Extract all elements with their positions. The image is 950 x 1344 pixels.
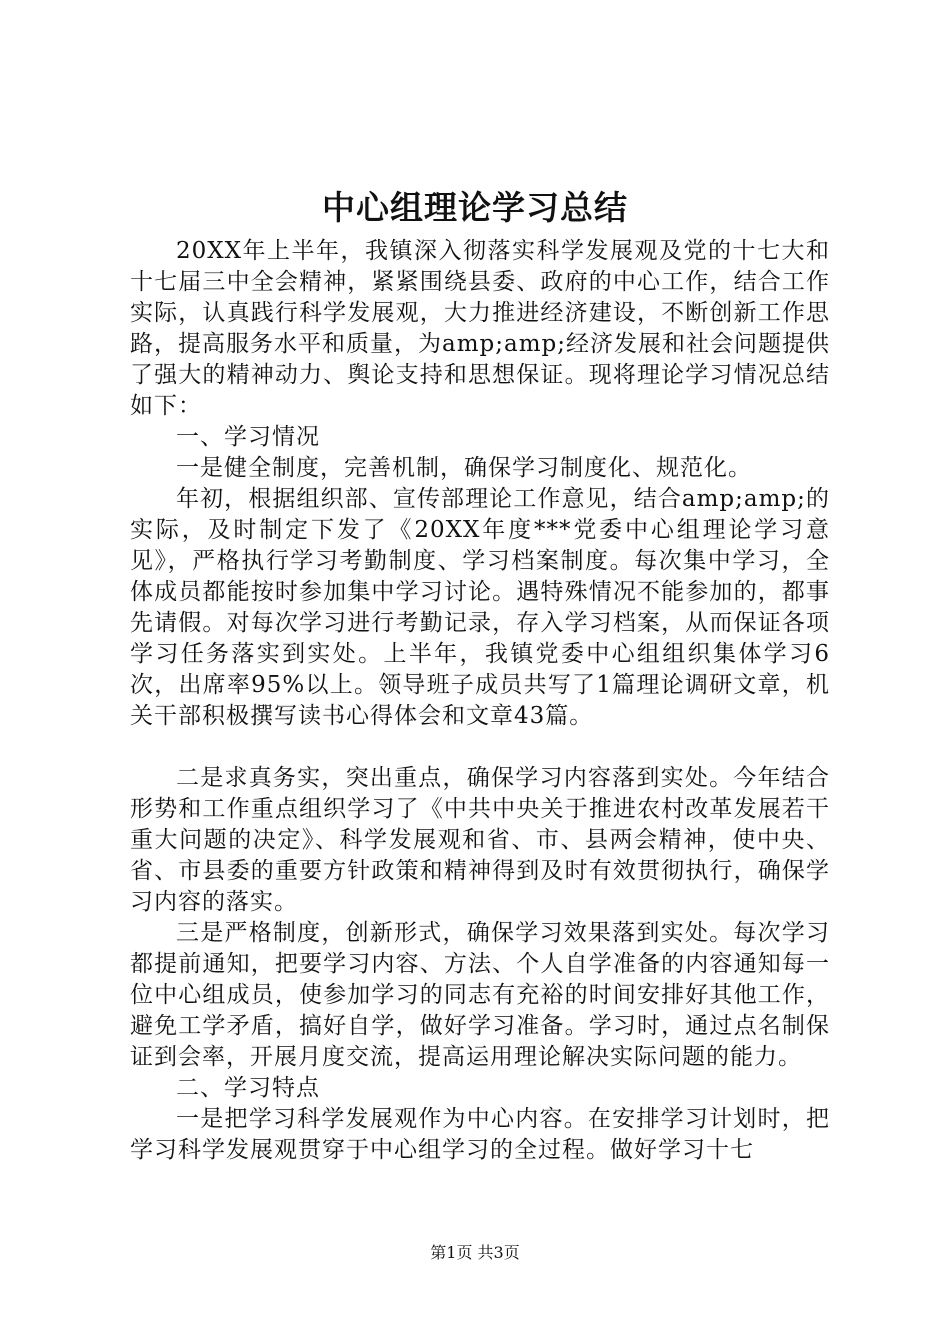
paragraph-point-two: 二是求真务实，突出重点，确保学习内容落到实处。今年结合形势和工作重点组织学习了《中共中央关于推进农村改革发展若干重大问题的决定》、科学发展观和省、市、县两会精神，使中央、省、市县委的重要方针政策和精神得到及时有效贯彻执行，确保学习内容的落实。 [130, 765, 830, 915]
page-number-footer: 第1页 共3页 [430, 1243, 520, 1262]
paragraph-spacer [130, 732, 830, 763]
paragraph-feature-one: 一是把学习科学发展观作为中心内容。在安排学习计划时，把学习科学发展观贯穿于中心组学习的全过程。做好学习十七 [130, 1106, 830, 1163]
section-heading-study-features: 二、学习特点 [176, 1075, 320, 1101]
paragraph-point-one: 一是健全制度，完善机制，确保学习制度化、规范化。 [176, 455, 752, 481]
section-heading-study-situation: 一、学习情况 [176, 424, 320, 450]
paragraph-early-year: 年初，根据组织部、宣传部理论工作意见，结合amp;amp;的实际，及时制定下发了《20XX年度***党委中心组理论学习意见》，严格执行学习考勤制度、学习档案制度。每次集中学习，全体成员都能按时参加集中学习讨论。遇特殊情况不能参加的，都事先请假。对每次学习进行考勤记录，存入学习档案，从而保证各项学习任务落实到实处。上半年，我镇党委中心组组织集体学习6次，出席率95%以上。领导班子成员共写了1篇理论调研文章，机关干部积极撰写读书心得体会和文章43篇。 [130, 486, 830, 729]
document-title: 中心组理论学习总结 [322, 188, 628, 227]
paragraph-point-three: 三是严格制度，创新形式，确保学习效果落到实处。每次学习都提前通知，把要学习内容、方法、个人自学准备的内容通知每一位中心组成员，使参加学习的同志有充裕的时间安排好其他工作，避免工学矛盾，搞好自学，做好学习准备。学习时，通过点名制保证到会率，开展月度交流，提高运用理论解决实际问题的能力。 [130, 920, 830, 1070]
paragraph-intro: 20XX年上半年，我镇深入彻落实科学发展观及党的十七大和十七届三中全会精神，紧紧围绕县委、政府的中心工作，结合工作实际，认真践行科学发展观，大力推进经济建设，不断创新工作思路，提高服务水平和质量，为amp;amp;经济发展和社会问题提供了强大的精神动力、舆论支持和思想保证。现将理论学习情况总结如下： [130, 238, 830, 419]
document-body [130, 236, 830, 1166]
